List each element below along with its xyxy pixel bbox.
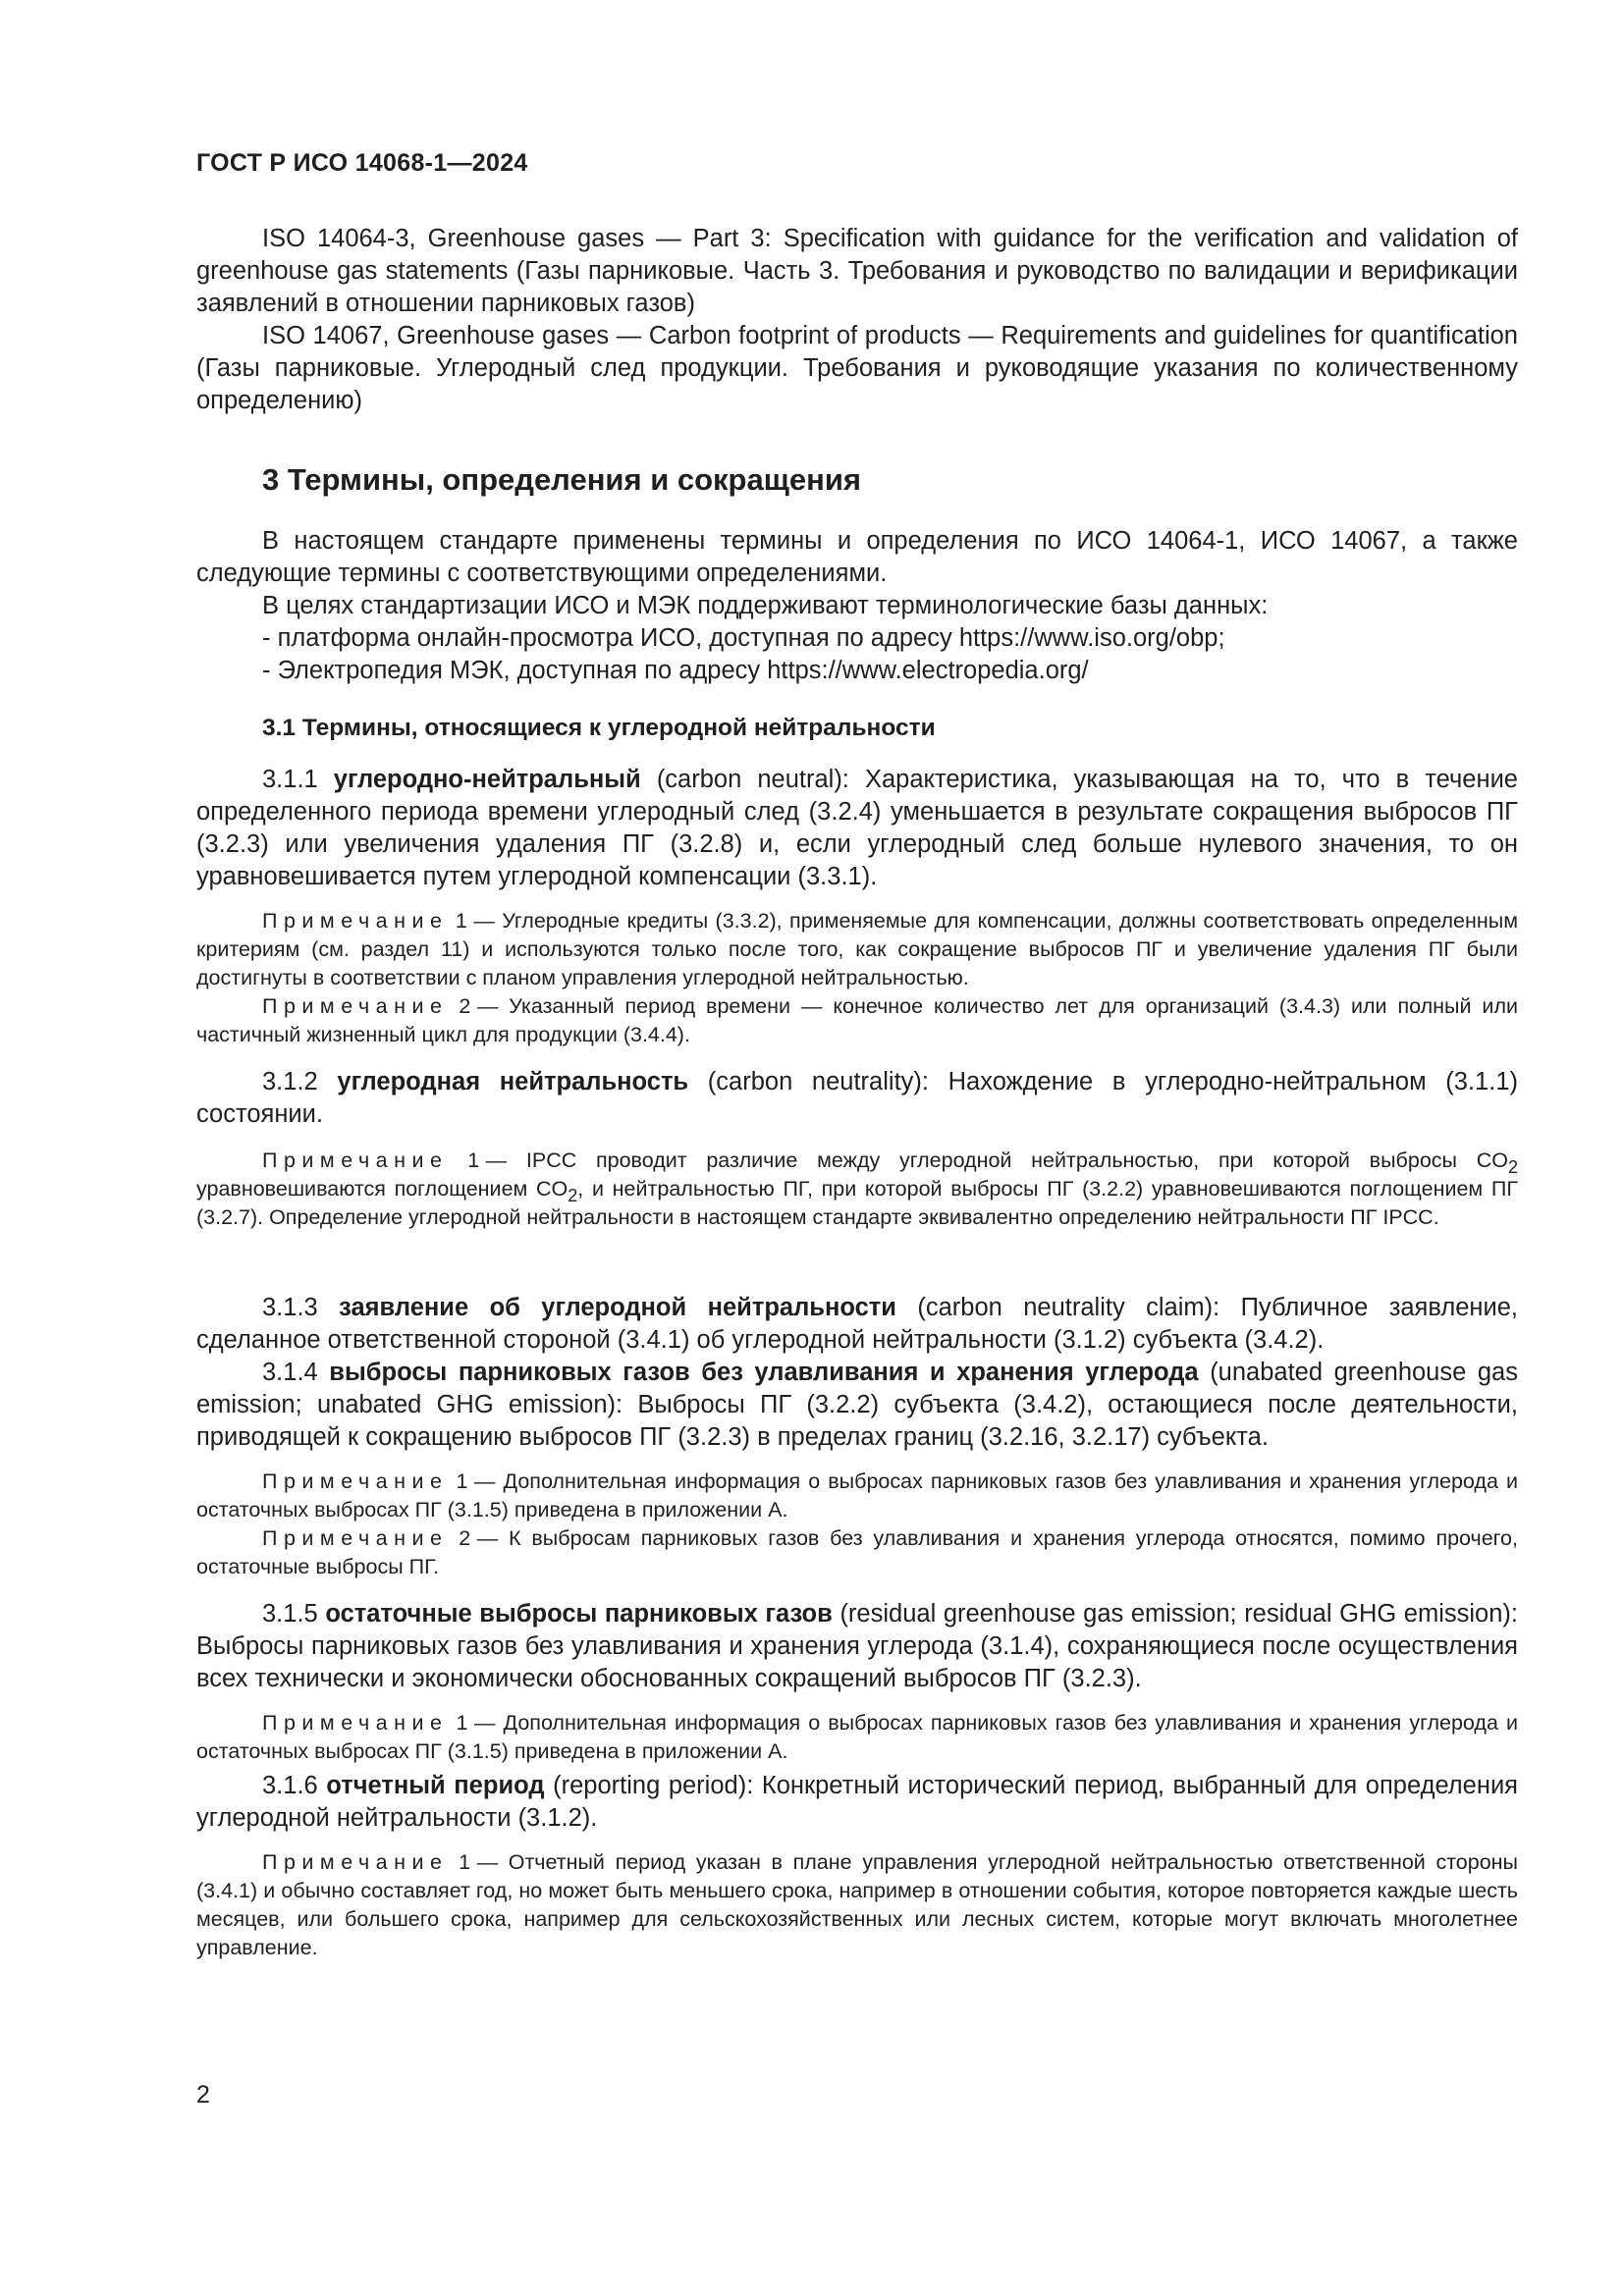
intro-paragraph: В настоящем стандарте применены термины и определения по ИСО 14064-1, ИСО 14067, а также следующие термины с соответствующими определениями. (196, 527, 1518, 587)
term-3-1-1 (196, 764, 1518, 1049)
term-name: отчетный период (326, 1772, 545, 1799)
term-number: 3.1.4 (262, 1359, 318, 1386)
term-note: Примечание 1— Дополнительная информация о выбросах парниковых газов без улавливания и хранения углерода и остаточных выбросах ПГ (3.1.5) приведена в приложении А. (196, 1711, 1518, 1763)
term-3-1-4 (196, 1357, 1518, 1581)
term-note: Примечание 1— IPCC проводит различие между углеродной нейтральностью, при которой выбросы $CO_2$ уравновешиваются поглощением $CO_2$, и нейтральностью ПГ, при которой выбросы ПГ (3.2.2) уравновешиваются поглощением ПГ (3.2.7). Определение углеродной нейтральности в настоящем стандарте эквивалентно определению нейтральности ПГ IPCC. (196, 1148, 1519, 1229)
term-definition: (unabated greenhouse gas emission; unabated GHG emission): Выбросы ПГ (3.2.2) субъекта (3.4.2), остающиеся после деятельности, приводящей к сокращению выбросов ПГ (3.2.3) в пределах границ (3.2.16, 3.2.17) субъекта. (196, 1359, 1518, 1451)
electropedia-item: - Электропедия МЭК, доступная по адресу https://www.electropedia.org/ (262, 657, 1089, 684)
term-number: 3.1.5 (262, 1600, 318, 1628)
term-3-1-3 (196, 1292, 1518, 1357)
databases-paragraph: В целях стандартизации ИСО и МЭК поддерживают терминологические базы данных: (262, 592, 1269, 619)
term-name: остаточные выбросы парниковых газов (325, 1600, 833, 1628)
term-definition: (carbon neutrality claim): Публичное заявление, сделанное ответственной стороной (3.4.1) об углеродной нейтральности (3.1.2) субъекта (3.4.2). (196, 1294, 1518, 1354)
page-number: 2 (196, 2081, 210, 2109)
term-note: Примечание 2— Указанный период времени — конечное количество лет для организаций (3.4.3) или полный или частичный жизненный цикл для продукции (3.4.4). (196, 994, 1518, 1046)
term-3-1-2 (196, 1066, 1518, 1232)
term-number: 3.1.6 (262, 1772, 318, 1799)
term-note: Примечание 2— К выбросам парниковых газов без улавливания и хранения углерода относятся, помимо прочего, остаточные выбросы ПГ. (196, 1526, 1518, 1578)
term-definition: (carbon neutrality): Нахождение в углеродно-нейтральном (3.1.1) состоянии. (196, 1068, 1518, 1128)
term-number: 3.1.1 (262, 766, 318, 793)
subsection-3-1-title: 3.1 Термины, относящиеся к углеродной нейтральности (262, 715, 936, 741)
term-note: Примечание 1— Углеродные кредиты (3.3.2), применяемые для компенсации, должны соответствовать определенным критериям (см. раздел 11) и используются только после того, как сокращение выбросов ПГ и увеличение удаления ПГ были достигнуты в соответствии с планом управления углеродной нейтральностью. (196, 909, 1518, 989)
term-number: 3.1.3 (262, 1294, 318, 1321)
term-name: углеродная нейтральность (337, 1068, 689, 1095)
term-definition: (carbon neutral): Характеристика, указывающая на то, что в течение определенного периода времени углеродный след (3.2.4) уменьшается в результате сокращения выбросов ПГ (3.2.3) или увеличения удаления ПГ (3.2.8) и, если углеродный след больше нулевого значения, то он уравновешивается путем углеродной компенсации (3.3.1). (196, 766, 1518, 890)
reference-iso-14064-3: ISO 14064-3, Greenhouse gases — Part 3: Specification with guidance for the verification and validation of greenhouse gas statements (Газы парниковые. Часть 3. Требования и руководство по валидации и верификации заявлений в отношении парниковых газов) (196, 225, 1518, 317)
term-3-1-5 (196, 1598, 1518, 1766)
term-definition: (reporting period): Конкретный исторический период, выбранный для определения углеродной нейтральности (3.1.2). (196, 1772, 1518, 1832)
term-number: 3.1.2 (262, 1068, 318, 1095)
section-3-intro (196, 525, 1518, 687)
iso-obp-item: - платформа онлайн-просмотра ИСО, доступная по адресу https://www.iso.org/obp; (262, 624, 1225, 652)
term-name: углеродно-нейтральный (333, 766, 641, 793)
term-note: Примечание 1— Отчетный период указан в плане управления углеродной нейтральностью ответственной стороны (3.4.1) и обычно составляет год, но может быть меньшего срока, например в отношении события, которое повторяется каждые шесть месяцев, или большего срока, например для сельскохозяйственных или лесных систем, которые могут включать многолетнее управление. (196, 1850, 1518, 1959)
section-3-title: 3 Термины, определения и сокращения (262, 462, 861, 497)
term-note: Примечание 1— Дополнительная информация о выбросах парниковых газов без улавливания и хранения углерода и остаточных выбросах ПГ (3.1.5) приведена в приложении А. (196, 1469, 1518, 1522)
term-name: выбросы парниковых газов без улавливания и хранения углерода (329, 1359, 1199, 1386)
term-3-1-6 (196, 1770, 1518, 1962)
references-block (196, 223, 1518, 417)
term-name: заявление об углеродной нейтральности (339, 1294, 896, 1321)
reference-iso-14067: ISO 14067, Greenhouse gases — Carbon footprint of products — Requirements and guidelines for quantification (Газы парниковые. Углеродный след продукции. Требования и руководящие указания по количественному определению) (196, 322, 1518, 414)
term-definition: (residual greenhouse gas emission; residual GHG emission): Выбросы парниковых газов без улавливания и хранения углерода (3.1.4), сохраняющиеся после осуществления всех технически и экономически обоснованных сокращений выбросов ПГ (3.2.3). (196, 1600, 1518, 1692)
standard-header: ГОСТ Р ИСО 14068-1—2024 (196, 149, 528, 177)
